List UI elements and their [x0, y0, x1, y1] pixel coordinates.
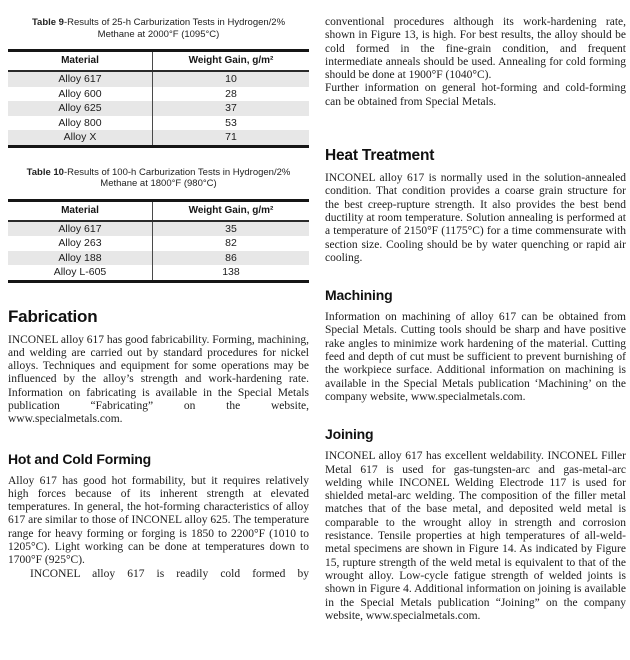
table9-cell-weight: 37: [152, 101, 309, 116]
table9-cell-weight: 71: [152, 130, 309, 146]
table10-cell-weight: 35: [152, 221, 309, 237]
table10-cell-weight: 82: [152, 236, 309, 251]
table9-cell-weight: 28: [152, 87, 309, 102]
table9-cell-material: Alloy 800: [58, 116, 102, 129]
table-row: [8, 251, 309, 266]
table10-cell-material: Alloy 188: [58, 251, 102, 264]
table10-caption-text: -Results of 100-h Carburization Tests in Hydrogen/2% Methane at 1800°F (980°C): [63, 166, 291, 189]
heading-hot-and-cold-forming: Hot and Cold Forming: [8, 450, 151, 467]
heat-treatment-paragraph: INCONEL alloy 617 is normally used in the solution-annealed condition. That condition provides a coarse grain structure for the best creep-rupture strength. It also provides the best bend ductility at room temperature. Solution annealing is performed at a temperature of 2150°F (1175°C) for a time commensurate with section size. Cooling should be by water quenching or rapid air cooling.: [325, 172, 626, 264]
hot-cold-forming-continuation-line: INCONEL alloy 617 is readily cold formed by: [30, 567, 309, 580]
table9-caption-label: Table 9: [31, 17, 64, 28]
table10-header-material: Material: [8, 200, 152, 221]
table9-header-row: [8, 51, 309, 72]
table-row: [8, 265, 309, 281]
table-row: [8, 101, 309, 116]
table10-cell-weight: 86: [152, 251, 309, 266]
table10-caption-label: Table 10: [26, 166, 64, 178]
table9-carburization-25h: [8, 49, 309, 148]
table9-cell-weight: 53: [152, 116, 309, 131]
machining-paragraph: Information on machining of alloy 617 can be obtained from Special Metals. Cutting tools should be sharp and have positive rake angles to minimize work hardening of the material. Cutting feed and depth of cut must be sufficient to prevent burnishing of the workpiece surface. Additional information on machining is available in the Special Metals publication ‘Machining’ on the company website, www.specialmetals.com.: [325, 311, 626, 403]
table10-header-row: [8, 200, 309, 221]
table9-cell-weight: 10: [152, 71, 309, 87]
table9-cell-material: Alloy X: [63, 131, 97, 143]
table-row: [8, 236, 309, 251]
table9-cell-material: Alloy 625: [58, 102, 102, 114]
table9-header-material: Material: [8, 51, 152, 72]
right-column: [325, 0, 626, 623]
heading-heat-treatment: Heat Treatment: [325, 147, 435, 165]
table-row: [8, 71, 309, 87]
left-column: [8, 0, 309, 623]
table9-header-weight: Weight Gain, g/m²: [152, 51, 309, 72]
table10-cell-material: Alloy 617: [58, 222, 102, 235]
heading-machining: Machining: [325, 287, 393, 304]
table10-cell-weight: 138: [152, 265, 309, 281]
hot-cold-forming-paragraph: Alloy 617 has good hot formability, but it requires relatively high forces because of its inherent strength at elevated temperatures. In general, the hot-forming characteristics of alloy 617 are similar to those of INCONEL alloy 625. The temperature range for heavy forming or forging is 1850 to 2200°F (1010 to 1205°C). Light working can be done at temperatures down to 1700°F (925°C).: [8, 474, 309, 567]
table10-cell-material: Alloy 263: [58, 237, 102, 249]
heading-fabrication: Fabrication: [8, 306, 98, 326]
table10-header-weight: Weight Gain, g/m²: [152, 200, 309, 221]
table-row: [8, 87, 309, 102]
cold-forming-continued-paragraph: conventional procedures although its work-hardening rate, shown in Figure 13, is high. For best results, the alloy should be cold formed in the fine-grain condition, and frequent intermediate anneals should be used. Annealing for cold forming should be done at 1900°F (1040°C).: [325, 16, 626, 82]
table10-carburization-100h: [8, 199, 309, 283]
table9-caption: [17, 17, 300, 40]
joining-paragraph: INCONEL alloy 617 has excellent weldability. INCONEL Filler Metal 617 is used for gas-tungsten-arc and gas-metal-arc welding while INCONEL Welding Electrode 117 is used for shielded metal-arc welding. The composition of the filler metal matches that of the base metal, and deposited weld metal is comparable to the wrought alloy in strength and corrosion resistance. Tensile properties at high temperatures of all-weld-metal specimens are shown in Figure 14. As indicated by Figure 15, rupture strength of the weld metal is equivalent to that of the wrought alloy. Low-cycle fatigue strength of welded joints is shown in Figure 4. Additional information on joining is available in the Special Metals publication “Joining” on the company website, www.specialmetals.com.: [325, 450, 626, 622]
further-information-paragraph: Further information on general hot-forming and cold-forming can be obtained from Special Metals.: [325, 82, 626, 108]
table9-caption-text: -Results of 25-h Carburization Tests in Hydrogen/2% Methane at 2000°F (1095°C): [63, 17, 286, 40]
heading-joining: Joining: [325, 426, 374, 443]
table9-cell-material: Alloy 600: [58, 87, 102, 100]
table-row: [8, 130, 309, 146]
fabrication-paragraph: INCONEL alloy 617 has good fabricability. Forming, machining, and welding are carried out by standard procedures for nickel alloys. Techniques and equipment for some operations may be influenced by the alloy’s strength and work-hardening rate. Information on fabricating is available in the Special Metals publication “Fabricating” on the website, www.specialmetals.com.: [8, 333, 309, 426]
table-row: [8, 221, 309, 237]
table-row: [8, 116, 309, 131]
table9-cell-material: Alloy 617: [58, 73, 102, 85]
table10-cell-material: Alloy L-605: [53, 266, 107, 278]
table10-caption: [17, 167, 300, 190]
